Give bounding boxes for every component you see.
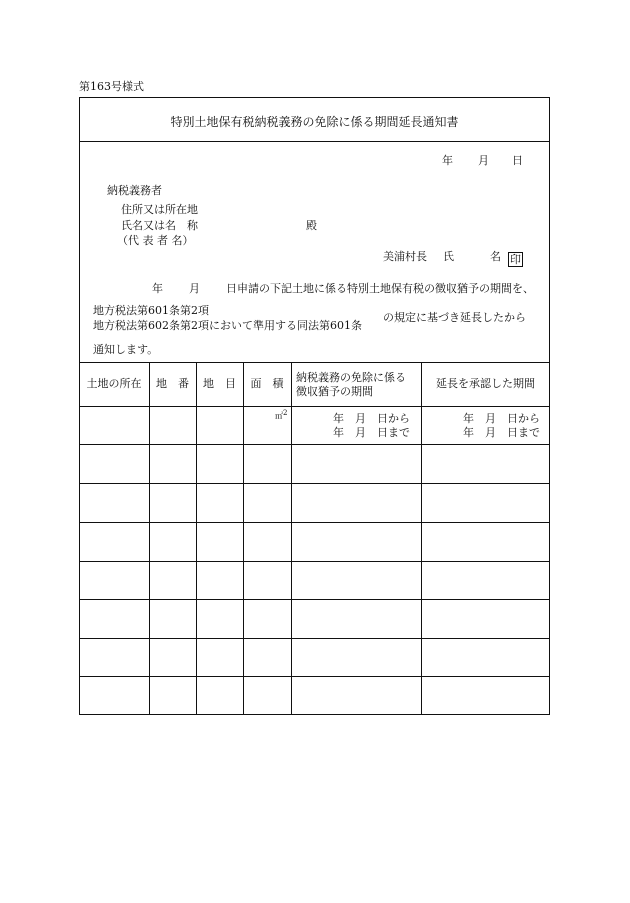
seal-box (508, 248, 523, 267)
law-suffix: の規定に基づき延長したから (383, 311, 526, 324)
extension-from: 年 月 日から (463, 412, 540, 425)
col-divider (149, 362, 150, 715)
col-divider (421, 362, 422, 715)
taxpayer-heading: 納税義務者 (107, 184, 162, 197)
header-land-category: 地 目 (203, 377, 236, 390)
representative-label: （代 表 者 名） (117, 234, 194, 247)
header-extension-period: 延長を承認した期間 (436, 377, 535, 390)
body-line1: 日申請の下記土地に係る特別土地保有税の徴収猶予の期間を、 (226, 282, 534, 295)
title-divider (79, 141, 550, 142)
issuer-title: 美浦村長 (383, 250, 427, 263)
issuer-name-char2: 名 (490, 250, 501, 263)
deferral-to: 年 月 日まで (333, 426, 410, 439)
col-divider (243, 362, 244, 715)
date-year-label: 年 (442, 154, 453, 167)
honorific: 殿 (306, 219, 317, 232)
header-deferral-period-line2: 徴収猶予の期間 (296, 385, 373, 398)
law-reference-2: 地方税法第602条第2項において準用する同法第601条 (93, 319, 362, 332)
name-label: 氏名又は名 称 (121, 219, 198, 232)
form-number: 第163号様式 (79, 80, 144, 93)
issuer-name-char1: 氏 (443, 250, 454, 263)
date-month-label: 月 (478, 154, 489, 167)
extension-to: 年 月 日まで (463, 426, 540, 439)
form-title: 特別土地保有税納税義務の免除に係る期間延長通知書 (170, 115, 459, 129)
seal-mark: 印 (510, 253, 521, 266)
address-label: 住所又は所在地 (121, 203, 198, 216)
col-divider (291, 362, 292, 715)
body-year: 年 (152, 282, 163, 295)
body-line3: 通知します。 (93, 343, 159, 356)
header-area: 面 積 (250, 377, 284, 390)
deferral-from: 年 月 日から (333, 412, 410, 425)
header-location: 土地の所在 (86, 377, 142, 390)
law-reference-1: 地方税法第601条第2項 (93, 304, 209, 317)
area-unit: ㎡2 (275, 409, 288, 421)
date-day-label: 日 (512, 154, 523, 167)
header-lot-number: 地 番 (156, 377, 189, 390)
body-month: 月 (189, 282, 200, 295)
col-divider (196, 362, 197, 715)
header-deferral-period-line1: 納税義務の免除に係る (296, 371, 406, 384)
